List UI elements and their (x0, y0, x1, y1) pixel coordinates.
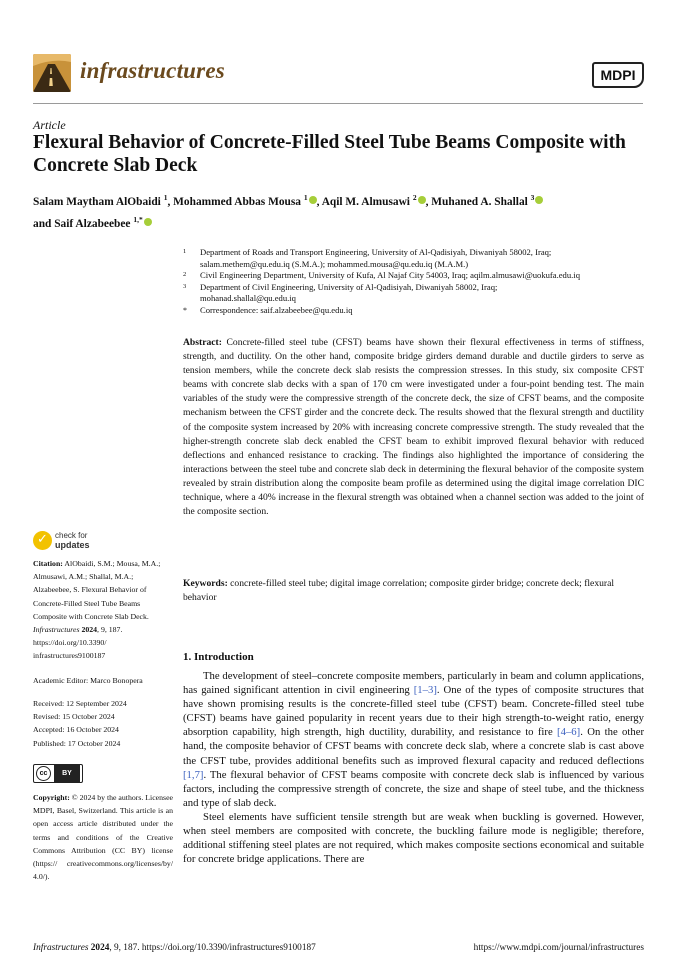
academic-editor: Academic Editor: Marco Bonopera (33, 676, 143, 685)
check-line1: check for (55, 531, 88, 540)
author-separator: , (167, 195, 174, 208)
paragraph-text: . One of the types of composite structures that have shown promising results is the concrete-filled steel tube (CFST) beam. Concrete-filled steel tube (CFST) beams have gained popularity in recent years due to their high strength-to-weight ratio, energy absorption capability, high strength, high ductility, durability, and resistance to fire (183, 684, 645, 739)
affiliation-number: 2 (183, 271, 187, 279)
journal-name: infrastructures (80, 58, 225, 83)
paragraph-text: The development of steel–concrete composite members, particularly in beam and column applications, has gained significant attention in civil engineering (183, 670, 644, 697)
affiliation-number: 3 (183, 282, 187, 290)
citation-link[interactable]: [1–3] (413, 684, 437, 697)
affiliation-item (183, 247, 653, 270)
author-name: Mohammed Abbas Mousa (173, 195, 304, 208)
author-affiliation-ref: 3 (530, 193, 535, 202)
date-item: Accepted: 16 October 2024 (33, 725, 119, 735)
author-affiliation-ref: 2 (412, 193, 417, 202)
orcid-icon[interactable] (535, 196, 543, 204)
author-connector: and (33, 217, 55, 230)
affiliation-item (183, 305, 653, 317)
affiliation-line: Correspondence: saif.alzabeebee@qu.edu.iq (200, 304, 353, 315)
copyright-text: © 2024 by the authors. Licensee MDPI, Basel, Switzerland. This article is an open access article distributed under the terms and conditions of the Creative Commons Attribution (CC BY) license (https:// creativecommons.org/licenses/by/ 4.0/). (33, 793, 173, 882)
paragraph-text: . The flexural behavior of CFST beams composite with concrete deck slab is influenced by various factors, including the compressive strength of concrete, the size and shape of steel tube, and the thickness and type of slab deck. (183, 768, 644, 809)
author-list (33, 189, 643, 233)
affiliations (183, 247, 653, 317)
footer-journal: Infrastructures (33, 943, 89, 953)
author-name: Salam Maytham AlObaidi (33, 195, 164, 208)
date-item: Received: 12 September 2024 (33, 699, 127, 708)
citation-label: Citation: (33, 559, 63, 568)
author-affiliation-ref: 1,* (133, 214, 143, 224)
keywords-text: concrete-filled steel tube; digital image correlation; composite girder bridge; concrete deck; flexural behavior (183, 578, 615, 604)
affiliation-line: Civil Engineering Department, University of Kufa, Al Najaf City 54003, Iraq; aqilm.almusawi@uokufa.edu.iq (200, 270, 580, 281)
citation-link[interactable]: [4–6] (557, 726, 581, 739)
section-body (183, 669, 644, 866)
author-affiliation-ref: 1 (303, 193, 308, 202)
paragraph: Steel elements have sufficient tensile strength but are weak when buckling is governed. However, when steel members are composited with concrete, the buckling failure mode is negligible; therefore, additional stiffening steel plates are not required, which makes composite sections economical and suitable for concrete bridge applications. There are (183, 810, 644, 866)
affiliation-line: salam.methem@qu.edu.iq (S.M.A.); mohammed.mousa@qu.edu.iq (M.A.M.) (200, 258, 469, 269)
citation-text: AlObaidi, S.M.; Mousa, M.A.; Almusawi, A.M.; Shallal, M.A.; Alzabeebee, S. Flexural Behavior of Concrete-Filled Steel Tube Beams Composite with Concrete Slab Deck. (33, 559, 161, 621)
article-type: Article (33, 118, 66, 132)
paragraph (183, 669, 644, 810)
author-affiliation-ref: 1 (163, 193, 168, 202)
check-for-updates-button[interactable] (33, 531, 153, 557)
citation-rest[interactable]: , 9, 187. https://doi.org/10.3390/ infrastructures9100187 (33, 625, 123, 661)
affiliation-number: * (183, 305, 187, 315)
affiliation-line: mohanad.shallal@qu.edu.iq (200, 293, 296, 304)
affiliation-item (183, 282, 653, 305)
citation (33, 557, 173, 663)
footer-url[interactable]: https://www.mdpi.com/journal/infrastructures (473, 943, 644, 953)
author-name: Muhaned A. Shallal (431, 195, 531, 208)
footer-citation (33, 943, 316, 953)
author-name: Aqil M. Almusawi (321, 195, 413, 208)
orcid-icon[interactable] (418, 196, 426, 204)
orcid-icon[interactable] (144, 218, 152, 226)
orcid-icon[interactable] (309, 196, 317, 204)
copyright (33, 791, 173, 883)
keywords-label: Keywords: (183, 578, 228, 589)
citation-year: 2024 (81, 625, 98, 635)
footer-year: 2024 (90, 943, 110, 953)
abstract-label: Abstract: (183, 337, 222, 348)
date-item: Published: 17 October 2024 (33, 738, 121, 748)
road-icon (33, 54, 71, 92)
dates (33, 697, 173, 750)
author-separator: , (425, 195, 432, 208)
cc-icon: cc (36, 766, 51, 781)
by-icon: BY (54, 765, 80, 782)
check-line2: updates (55, 540, 90, 550)
keywords (183, 577, 644, 605)
header-divider (33, 103, 643, 104)
affiliation-line: Department of Civil Engineering, University of Al-Qadisiyah, Diwaniyah 58002, Iraq; (200, 281, 498, 292)
abstract-text: Concrete-filled steel tube (CFST) beams have shown their flexural effectiveness in terms of stiffness, strength, and ductility. On the other hand, composite bridge girders demand durable and ductile girders to serve as tension members, while the concrete deck slab resists the compression stresses. In this study, six composite CFST beams with concrete slab decks with a span of 170 cm were investigated under a four-point bending test. The main variables of the study were the compressive strength of the concrete deck, the size of CFST beams, and the composite mechanism between the CFST girder and the concrete deck. The results showed that the flexural strength and ductility of the composite system increased by 20% with increasing concrete compressive strength. The study revealed that the higher-strength concrete slab deck enabled the CFST beam to exhibit improved flexural behavior with reduced deflections and enhanced resistance to cracking. The findings also highlighted the importance of considering the interactions between the steel tube and concrete slab deck in determining the flexural behavior of the composite system revealed by strain distribution along the composite beam profile as determined using the digital image correlation DIC technique, where a 40% increase in the flexural strength was obtained when a channel section was added to the joint of the composite section. (183, 337, 644, 518)
date-item: Revised: 15 October 2024 (33, 712, 115, 722)
citation-link[interactable]: [1,7] (183, 768, 204, 781)
copyright-label: Copyright: (33, 793, 70, 802)
affiliation-item (183, 270, 653, 282)
abstract (183, 336, 644, 519)
author-name: Saif Alzabeebee (54, 217, 134, 230)
footer-doi[interactable]: , 9, 187. https://doi.org/10.3390/infrastructures9100187 (109, 943, 316, 953)
journal-logo (33, 54, 71, 92)
publisher-logo: MDPI (592, 62, 644, 88)
check-badge-icon (33, 531, 52, 550)
author-separator: , (316, 195, 322, 208)
cc-by-license-icon[interactable] (33, 764, 83, 783)
affiliation-line: Department of Roads and Transport Engineering, University of Al-Qadisiyah, Diwaniyah 58002, Iraq; (200, 247, 552, 257)
affiliation-number: 1 (183, 248, 187, 255)
paper-title: Flexural Behavior of Concrete-Filled Steel Tube Beams Composite with Concrete Slab Deck (33, 132, 626, 176)
paragraph-text: . On the other hand, the composite behavior of CFST beams with concrete deck slab, where a concrete slab is cast above the CFST tube, provides additional benefits such as improved flexural capacity and reduced deflections (183, 726, 645, 767)
section-heading: 1. Introduction (183, 651, 254, 663)
citation-journal: Infrastructures (33, 625, 80, 635)
